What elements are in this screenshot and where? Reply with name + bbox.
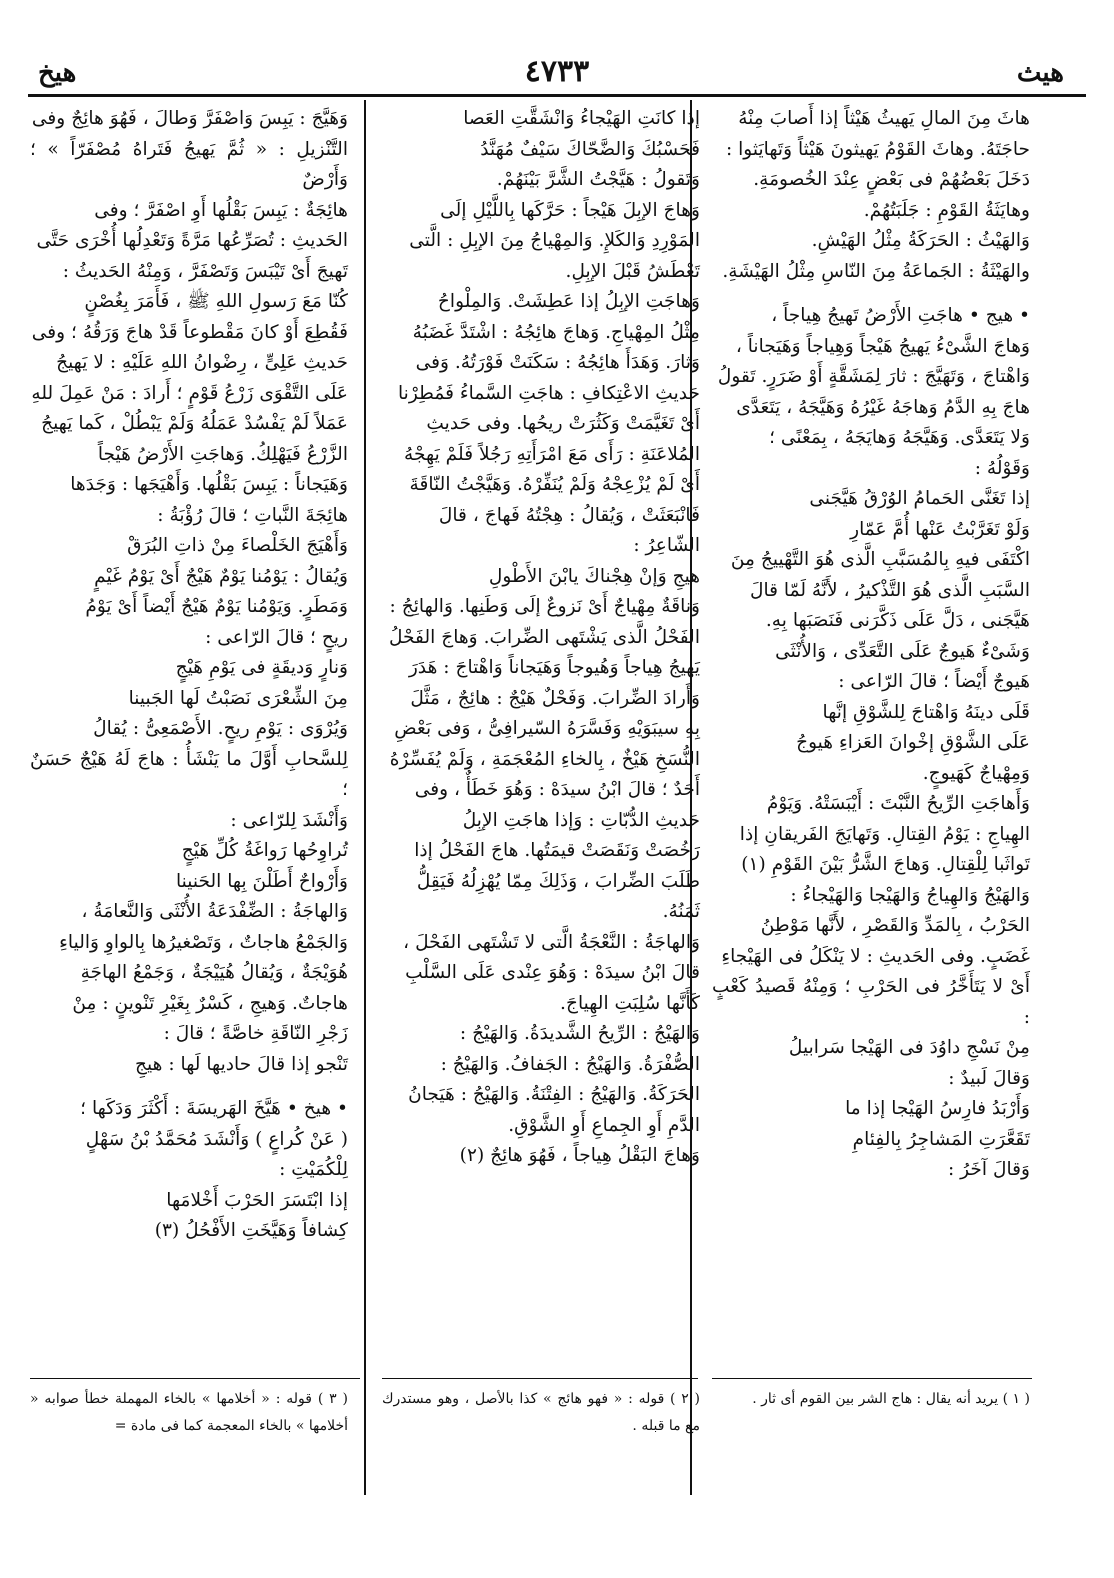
text-line: رَخُصَتْ وَنَقَصَتْ قيمَتُها. هاجَ الفَحْلُ إذا — [414, 840, 700, 861]
text-line: إذا تَغَنَّى الحَمامُ الوُرْقُ هَيَّجَنى — [809, 488, 1030, 509]
text-line: عَمَلاً لَمْ يَفْسُدْ عَمَلُهُ وَلَمْ يَبْطُلْ ، كَما يَهيجُ — [41, 413, 348, 434]
text-line: وَهاجَتِ الإبِلُ إذا عَطِشَتْ. وَالمِلْواحُ — [437, 291, 700, 312]
text-line: هُوَيْجَةٌ ، وَيُقالُ هُيَيْجَةٌ ، وَجَمْعُ الهاجَةِ — [80, 962, 348, 983]
text-line: هاثَ مِنَ المالِ يَهيثُ هَيْثاً إذا أَصابَ مِنْهُ — [738, 108, 1030, 129]
column-left — [30, 104, 348, 1247]
text-line: وَهَيَجاناً : يَبِسَ بَقْلُها. وَأَهْيَجَها : وَجَدَها — [70, 474, 348, 495]
text-line: لِلسَّحابِ أَوَّلَ ما يَنْشَأُ : هاجَ لَهُ هَيْجٌ حَسَنٌ ؛ — [30, 748, 348, 800]
text-line: عَلَى التَّقْوَى زَرْعُ قَوْمٍ ؛ أَرادَ : مَنْ عَمِلَ للهِ — [31, 382, 348, 404]
text-line: فَقُطِعَ أَوْ كانَ مَقْطوعاً قَدْ هاجَ وَرَقُهُ ؛ وفى — [31, 321, 348, 343]
text-line: الحَرَكَةُ. وَالهَيْجُ : الفِتْنَةُ. وَالهَيْجُ : هَيَجانُ — [408, 1084, 700, 1105]
text-line: وَأَهاجَتِ الرِّيحُ النَّبْتَ : أَيْبَسَتْهُ. وَيَوْمُ — [766, 793, 1030, 814]
text-line: تَعْطَشُ قَبْلَ الإبِلِ. — [565, 260, 700, 282]
text-line: حَديثِ عَلِىٍّ ، رِضْوانُ اللهِ عَلَيْهِ : لا يَهيجُ — [56, 352, 348, 373]
text-line: وَهَيَّجَ : يَبِسَ وَاصْفَرَّ وَطالَ ، فَهُوَ هائِجٌ وفى — [31, 108, 348, 129]
text-line: وَأَنْشَدَ لِلرّاعى : — [230, 809, 348, 831]
text-line: أَحَدٌ ؛ قالَ ابْنُ سيدَهْ : وَهُوَ خَطَأٌ ، وفى — [414, 779, 700, 800]
paragraph-gap — [712, 287, 1030, 301]
text-line: الشّاعِرُ : — [633, 535, 700, 556]
text-line: وَهاجَ الإبِلَ هَيْجاً : حَرَّكَها بِاللَّيْلِ إلَى — [440, 199, 700, 221]
text-line: تَنْجو إذا قالَ حاديها لَها : هيجِ — [135, 1053, 348, 1075]
text-line: وَهاجَ البَقْلُ هِياجاً ، فَهُوَ هائِجٌ (٢) — [459, 1145, 700, 1166]
text-line: هاجاتٌ. وَهيجِ ، كَسْرٌ بِغَيْرِ تَنْوينٍ : مِنْ — [72, 992, 348, 1014]
text-line: الزَّرْعُ فَيَهْلِكُ. وَهاجَتِ الأَرْضُ هَيْجاً — [97, 443, 348, 465]
text-line: وَاهْتاجَ ، وَتَهَيَّجَ : ثارَ لِمَشَقَّةٍ أَوْ ضَرَرٍ. تَقولُ — [717, 366, 1030, 387]
page-header — [30, 52, 1084, 94]
text-line: وَالهَيْجُ : الرِّيحُ الشَّديدَةُ. وَالهَيْجُ : — [459, 1023, 700, 1044]
text-line: طَلَبَ الضِّرابَ ، وَذَلِكَ مِمّا يُهْزِلُهُ فَيَقِلُّ — [416, 870, 700, 892]
text-line: وَالهاجَةُ : الضِّفْدَعَةُ الأُنْثَى وَالنَّعامَةُ ، — [81, 901, 348, 922]
text-line: دَخَلَ بَعْضُهُمْ فى بَعْضٍ عِنْدَ الخُصومَةِ. — [753, 169, 1030, 190]
text-line: وَمَطَرٍ. وَيَوْمُنا يَوْمٌ هَيْجٌ أَيْضاً أَىْ يَوْمُ — [85, 596, 348, 617]
text-line: أَىْ تَغَيَّمَتْ وَكَثُرَتْ ريحُها. وفى حَديثِ — [426, 413, 700, 434]
text-line: بِهِ سيبَوَيْهِ وَفَسَّرَهُ السّيرافِىُّ ، وَفى بَعْضِ — [394, 718, 700, 739]
footnote-left: ( ٣ ) قوله : « أخلامها » بالخاء المهملة خطأ صوابه « أخلامها » بالخاء المعجمة كما فى مادة = — [30, 1391, 348, 1434]
text-line: وَقالَ لَبيدٌ : — [948, 1067, 1030, 1089]
text-line: هاجَ بِهِ الدَّمُ وَهاجَهُ غَيْرُهُ وَهَيَّجَهُ ، يَتَعَدَّى — [736, 396, 1030, 418]
text-line: ثَمَنُهُ. — [662, 901, 700, 922]
text-line: قَلَى دينَهُ وَاهْتاجَ لِلشَّوْقِ إنَّها — [822, 701, 1030, 723]
text-line: الهِياجِ : يَوْمُ القِتالِ. وَتَهايَجَ الفَريقانِ إذا — [739, 823, 1030, 845]
text-line: حَديثِ الدُّبّاتِ : وَإذا هاجَتِ الإبِلُ — [462, 809, 700, 831]
text-line: وَأَرْواحٌ أَطَلْنَ بِها الحَنينا — [175, 870, 348, 892]
text-line: وَناقَةٌ مِهْياجٌ أَىْ نَزوعٌ إلَى وَطَنِها. وَالهائِجُ : — [389, 596, 700, 617]
text-line: المُلاعَنَةِ : رَأَى مَعَ امْرَأَتِهِ رَجُلاً فَلَمْ يَهِجْهُ — [404, 443, 700, 465]
text-line: الحَرْبُ ، بِالمَدِّ وَالقَصْرِ ، لأَنَّها مَوْطِنُ — [760, 915, 1030, 936]
text-line: غَضَبٍ. وفى الحَديثِ : لا يَنْكَلُ فى الهَيْجاءِ — [721, 945, 1030, 967]
page-number: ٤٧٣٣ — [524, 54, 590, 89]
header-root-right: هيث — [1016, 58, 1064, 88]
footnote-rule-middle — [382, 1378, 698, 1379]
text-line: • هيج • هاجَتِ الأَرْضُ تَهيجُ هِياجاً ، — [771, 305, 1030, 326]
text-line: إذا ابْتَسَرَ الحَرْبَ أَخْلامَها — [166, 1189, 348, 1211]
column-right — [712, 104, 1030, 1186]
text-line: وَتَقولُ : هَيَّجْتُ الشَّرَّ بَيْنَهُمْ. — [496, 169, 700, 190]
text-line: وَأَرْبَدُ فارِسُ الهَيْجا إذا ما — [845, 1098, 1030, 1119]
text-line: وَهاجَ الشَّىْءُ يَهيجُ هَيْجاً وَهِياجاً وَهَيَجاناً ، — [735, 335, 1030, 357]
text-line: اكْتَفَى فيهِ بِالمُسَبَّبِ الَّذى هُوَ التَّهْييجُ مِنَ — [730, 549, 1030, 570]
text-line: عَلَى الشَّوْقِ إخْوانَ العَزاءِ هَيوجُ — [796, 732, 1030, 753]
text-line: وَقالَ آخَرُ : — [947, 1159, 1030, 1180]
text-line: التَّنْزيلِ : « ثُمَّ يَهيجُ فَتَراهُ مُصْفَرّاً » ؛ وَأَرْضٌ — [30, 138, 348, 190]
text-line: • هيخ • هَيَّخَ الهَريسَةَ : أَكْثَرَ وَدَكَها ؛ — [80, 1098, 348, 1119]
footnote-right: ( ١ ) يريد أنه يقال : هاج الشر بين القوم أى ثار . — [752, 1391, 1030, 1407]
text-line: وَقَوْلُهُ : — [974, 457, 1030, 479]
text-line: تُراوِحُها رَواغَةُ كُلِّ هَيْجٍ — [181, 840, 348, 861]
text-line: حَديثِ الاعْتِكافِ : هاجَتِ السَّماءُ فَمُطِرْنا — [398, 382, 700, 404]
text-line: الحَديثِ : تُصَرِّعُها مَرَّةً وَتَعْدِلُها أُخْرَى حَتَّى — [36, 230, 348, 251]
text-line: إذا كانَتِ الهَيْجاءُ وَانْشَقَّتِ العَصا — [463, 108, 700, 129]
text-line: تَهيجَ أَىْ تَيْبَسَ وَتَصْفَرَّ ، وَمِنْهُ الحَديثُ : — [62, 260, 348, 282]
text-line: وَلا يَتَعَدَّى. وَهَيَّجَهُ وَهايَجَهُ ، بِمَعْنًى ؛ — [769, 427, 1030, 448]
text-line: كُنّا مَعَ رَسولِ اللهِ ﷺ ، فَأَمَرَ بِغُصْنٍ — [84, 291, 348, 312]
footnote-middle: ( ٢ ) قوله : « فهو هائج » كذا بالأصل ، وهو مستدرك مع ما قبله . — [382, 1391, 700, 1434]
text-line: يَهيجُ هِياجاً وَهُيوجاً وَهَيَجاناً وَاهْتاجَ : هَدَرَ — [408, 657, 700, 678]
footnote-rule-left — [30, 1378, 360, 1379]
text-line: هَيَّجَنى ، دَلَّ عَلَى ذَكَّرَنى فَنَصَبَها بِهِ. — [765, 610, 1030, 631]
text-line: وَنارٍ وَديقَةٍ فى يَوْمِ هَيْجٍ — [175, 657, 348, 678]
text-line: النُّسَخِ هَيْخٌ ، بِالخاءِ المُعْجَمَةِ ، وَلَمْ يُفَسِّرْهُ — [389, 748, 700, 770]
text-line: وَالهَيْجُ وَالهِياجُ وَالهَيْجا وَالهَيْجاءُ : — [790, 884, 1030, 906]
text-line: وَالهاجَةُ : النَّعْجَةُ الَّتى لا تَشْتَهى الفَحْلَ ، — [403, 931, 700, 953]
text-line: وَيُقالُ : يَوْمُنا يَوْمٌ هَيْجٌ أَىْ يَوْمُ غَيْمٍ — [94, 565, 348, 587]
text-line: الدَّمِ أَوِ الجِماعِ أَوِ الشَّوْقِ. — [508, 1114, 700, 1136]
text-line: أَىْ لا يَتَأَخَّرُ فى الحَرْبِ ؛ وَمِنْهُ قَصيدُ كَعْبٍ : — [712, 976, 1030, 1028]
text-line: وَمِهْياجٌ كَهَيوجٍ. — [922, 762, 1030, 784]
text-line: كَأَنَّها سُلِبَتِ الهِياجَ. — [560, 992, 700, 1014]
text-line: أَىْ لَمْ يُزْعِجْهُ وَلَمْ يُنَفِّرْهُ. وَهَيَّجْتُ النّاقَةَ — [409, 474, 700, 495]
text-line: وَثارَ. وَهَدَأَ هائِجُهُ : سَكَنَتْ فَوْرَتُهُ. وَفى — [415, 352, 700, 373]
text-line: مِنَ الشِّعْرَى نَصَبْتُ لَها الجَبينا — [128, 687, 348, 709]
text-line: لِلْكُمَيْتِ : — [279, 1159, 348, 1180]
text-line: تَواثَبا لِلْقِتالِ. وَهاجَ الشَّرُّ بَيْنَ القَوْمِ (١) — [741, 854, 1030, 875]
text-line: هائِجَةَ النَّباتِ ؛ قالَ رُؤْبَةُ : — [157, 504, 348, 526]
text-line: وَشَىْءٌ هَيوجٌ عَلَى التَّعَدِّى ، وَالأُنْثَى — [775, 640, 1030, 662]
text-line: هَيوجٌ أَيْضاً ؛ قالَ الرّاعى : — [838, 671, 1030, 692]
text-line: مِثْلُ المِهْياجِ. وَهاجَ هائِجُهُ : اشْتَدَّ غَضَبُهُ — [412, 321, 700, 343]
text-line: والهَيْثَةُ : الجَماعَةُ مِنَ النّاسِ مِثْلُ الهَيْشَةِ. — [722, 260, 1030, 282]
column-divider-left — [364, 100, 366, 1495]
footnote-rule-right — [712, 1378, 1032, 1379]
text-line: وَالهَيْثُ : الحَرَكَةُ مِثْلُ الهَيْشِ. — [811, 230, 1030, 251]
text-line: وَأَهْيَجَ الخَلْصاءَ مِنْ ذاتِ البُرَقْ — [127, 535, 348, 556]
text-line: تَقَعَّرَتِ المَشاجِرُ بِالفِئامِ — [852, 1128, 1030, 1150]
text-line: الصُّفْرَةُ. وَالهَيْجُ : الجَفافُ. وَالهَيْجُ : — [440, 1053, 700, 1075]
text-line: الفَحْلُ الَّذى يَشْتَهى الضِّرابَ. وَهاجَ الفَحْلُ — [388, 626, 700, 648]
text-line: ( عَنْ كُراعٍ ) وَأَنْشَدَ مُحَمَّدُ بْنُ سَهْلٍ — [85, 1128, 348, 1150]
text-line: وَيُرْوَى : يَوْمِ ريحٍ. الأَصْمَعِىُّ : يُقالُ — [93, 718, 348, 739]
text-line: قالَ ابْنُ سيدَهْ : وَهُوَ عِنْدى عَلَى السَّلْبِ — [405, 962, 700, 983]
text-line: وَأَرادَ الضِّرابَ. وَفَحْلٌ هَيْجٌ : هائِجٌ ، مَثَّلَ — [410, 687, 700, 709]
text-line: فَحَسْبُكَ وَالضَّحّاكَ سَيْفٌ مُهَنَّدُ — [480, 138, 700, 160]
header-rule — [28, 94, 1086, 97]
header-root-left: هيخ — [38, 58, 77, 88]
text-line: ريحٍ ؛ قالَ الرّاعى : — [205, 626, 348, 648]
text-line: هائِجَةٌ : يَبِسَ بَقْلُها أَوِ اصْفَرَّ ؛ وفى — [94, 199, 348, 221]
text-line: وَلَوْ تَغَرَّبْتُ عَنْها أُمَّ عَمّارِ — [850, 518, 1030, 540]
text-line: السَّبَبِ الَّذى هُوَ التَّذْكيرُ ، لأَنَّهُ لَمّا قالَ — [749, 579, 1030, 601]
text-line: وَالجَمْعُ هاجاتٌ ، وَتَصْغيرُها بِالواوِ وَالياءِ — [59, 931, 348, 953]
text-line: المَوْرِدِ وَالكَلإِ. وَالمِهْياجُ مِنَ الإبِلِ : الَّتى — [409, 230, 700, 251]
text-line: وهايَثَةُ القَوْمِ : جَلَبَتُهُمْ. — [863, 199, 1030, 221]
text-line: حاجَتَهُ. وهاثَ القَوْمُ يَهيثونَ هَيْثاً وَتَهايَثوا : — [725, 138, 1030, 160]
text-line: كِشافاً وَهَيَّخَتِ الأَفْحُلُ (٣) — [154, 1220, 348, 1241]
text-line: مِنْ نَسْجِ داوُدَ فى الهَيْجا سَرابيلُ — [788, 1037, 1030, 1058]
text-line: هيجِ وَإنْ هِجْناكَ يابْنَ الأَطْولِ — [488, 565, 700, 587]
text-line: فَانْبَعَثَتْ ، وَيُقالُ : هِجْتُهُ فَهاجَ ، قالَ — [438, 504, 700, 526]
text-line: زَجْرِ النّاقَةِ خاصَّةً ؛ قالَ : — [163, 1023, 348, 1044]
column-middle — [382, 104, 700, 1172]
paragraph-gap — [30, 1080, 348, 1094]
